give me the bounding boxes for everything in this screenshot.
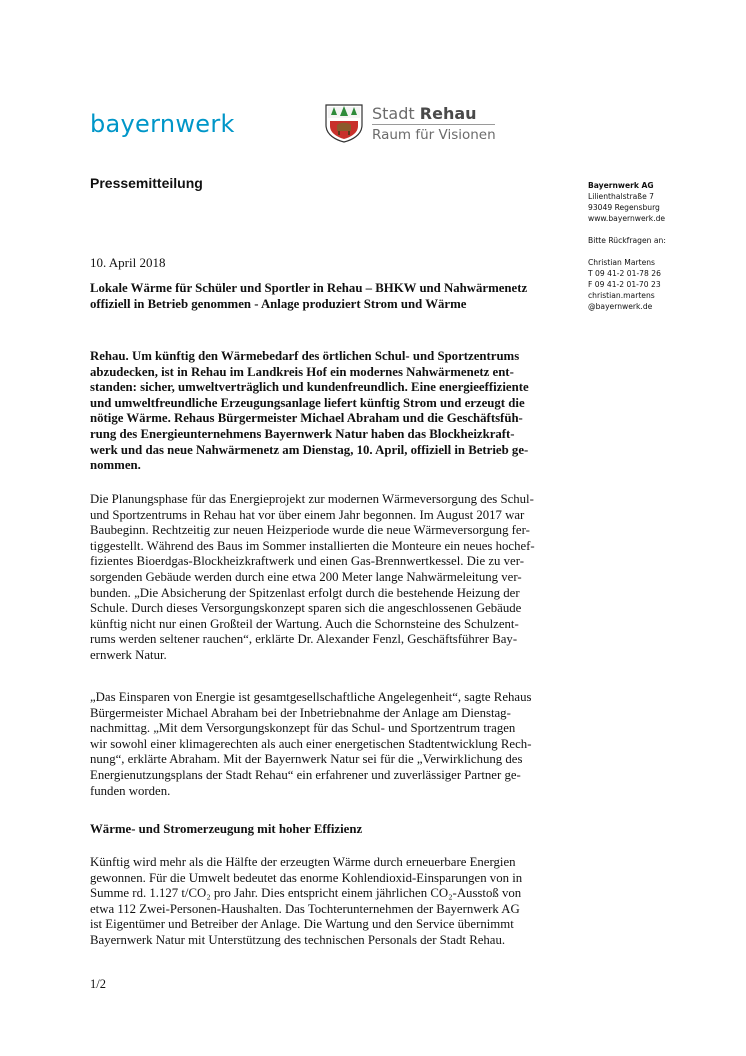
paragraph-line: künftig nicht nur einen Großteil der Wartung. Auch die Schornsteine des Schulzent-	[90, 616, 519, 631]
paragraph-line: rums werden seltener rauchen“, erklärte Dr. Alexander Fenzl, Geschäftsführer Bay-	[90, 632, 518, 647]
headline-line: offiziell in Betrieb genommen - Anlage produziert Strom und Wärme	[90, 297, 467, 311]
paragraph-line: etwa 112 Zwei-Personen-Haushalten. Das Tochterunternehmen der Bayernwerk AG	[90, 901, 520, 916]
paragraph-line: bunden. „Die Absicherung der Spitzenlast erfolgt durch die bestehende Heizung der	[90, 585, 520, 600]
lead-line: werk und das neue Nahwärmenetz am Dienstag, 10. April, offiziell in Betrieb ge-	[90, 442, 529, 457]
lead-line: standen: sicher, umweltverträglich und kundenfreundlich. Eine energieeffiziente	[90, 380, 529, 395]
lead-line: und umweltfreundliche Erzeugungsanlage liefert künftig Strom und erzeugt die	[90, 395, 525, 410]
document-type: Pressemitteilung	[90, 175, 203, 191]
stadt-logo-slogan: Raum für Visionen	[372, 127, 496, 143]
lead-line: nötige Wärme. Rehaus Bürgermeister Michael Abraham und die Geschäftsfüh-	[90, 411, 523, 426]
paragraph-line: ist Eigentümer und Betreiber der Anlage. Die Wartung und den Service übernimmt	[90, 917, 514, 932]
paragraph-line: nung“, erklärte Abraham. Mit der Bayernwerk Natur sei für die „Verwirklichung des	[90, 752, 523, 767]
paragraph-line: sorgenden Gebäude werden durch eine etwa 200 Meter lange Nahwärmeleitung ver-	[90, 569, 522, 584]
company-website[interactable]: www.bayernwerk.de	[588, 214, 666, 223]
headline-line: Lokale Wärme für Schüler und Sportler in Rehau – BHKW und Nahwärmenetz	[90, 281, 528, 295]
section-subheading: Wärme- und Stromerzeugung mit hoher Effizienz	[90, 822, 363, 836]
contact-name: Christian Martens	[588, 258, 656, 267]
contact-sidebar	[588, 180, 738, 312]
lead-line: Rehau. Um künftig den Wärmebedarf des örtlichen Schul- und Sportzentrums	[90, 349, 520, 363]
paragraph-line: Energienutzungsplans der Stadt Rehau“ ein erfahrener und zuverlässiger Partner ge-	[90, 767, 521, 782]
contact-phone: T 09 41-2 01-78 26	[588, 269, 661, 278]
page-number: 1/2	[90, 977, 106, 991]
paragraph-line: nachmittag. „Mit dem Versorgungskonzept für das Schul- und Sportzentrum tragen	[90, 721, 516, 736]
paragraph-line: Künftig wird mehr als die Hälfte der erzeugten Wärme durch erneuerbare Energien	[90, 855, 516, 869]
paragraph-line: Schule. Durch dieses Versorgungskonzept sparen sich die angeschlossenen Gebäude	[90, 601, 522, 616]
press-date: 10. April 2018	[90, 255, 166, 270]
lead-line: abzudecken, ist in Rehau im Landkreis Hof ein modernes Nahwärmenetz ent-	[90, 364, 514, 379]
contact-email[interactable]: christian.martens	[588, 291, 655, 300]
lead-line: nommen.	[90, 458, 141, 473]
paragraph-line: wir sowohl einer klimagerechten als auch einer energetischen Stadtentwicklung Rech-	[90, 736, 532, 751]
lead-line: rung des Energieunternehmens Bayernwerk Natur haben das Blockheizkraft-	[90, 426, 515, 441]
questions-label: Bitte Rückfragen an:	[588, 236, 666, 245]
paragraph-line: tiggestellt. Während des Baus im Sommer installierten die Monteure ein neues hochef-	[90, 538, 535, 553]
body-paragraph-2	[90, 690, 550, 799]
paragraph-line: und Sportzentrums in Rehau hat vor über einem Jahr begonnen. Im August 2017 war	[90, 507, 525, 522]
paragraph-line: ernwerk Natur.	[90, 647, 167, 662]
company-city: 93049 Regensburg	[588, 203, 660, 212]
body-paragraph-3	[90, 855, 550, 949]
paragraph-line: gewonnen. Für die Umwelt bedeutet das enorme Kohlendioxid-Einsparungen von in	[90, 870, 523, 885]
paragraph-line: Bürgermeister Michael Abraham bei der Inbetriebnahme der Anlage am Dienstag-	[90, 705, 511, 720]
paragraph-line: Die Planungsphase für das Energieprojekt zur modernen Wärmeversorgung des Schul-	[90, 492, 534, 506]
paragraph-line: Baubeginn. Rechtzeitig zur neuen Heizperiode wurde die neue Wärmeversorgung fer-	[90, 523, 530, 538]
rehau-coat-of-arms-icon	[322, 103, 366, 143]
paragraph-line: Bayernwerk Natur mit Unterstützung des technischen Personals der Stadt Rehau.	[90, 932, 506, 947]
contact-fax: F 09 41-2 01-70 23	[588, 280, 661, 289]
paragraph-line: Summe rd. 1.127 t/CO₂ pro Jahr. Dies entspricht einem jährlichen CO₂-Ausstoß von	[90, 886, 522, 901]
logo-divider	[372, 124, 495, 125]
paragraph-line: „Das Einsparen von Energie ist gesamtgesellschaftliche Angelegenheit“, sagte Rehaus	[90, 690, 532, 704]
company-name: Bayernwerk AG	[588, 181, 654, 190]
paragraph-line: funden worden.	[90, 783, 171, 798]
headline	[90, 280, 545, 312]
body-paragraph-1	[90, 492, 550, 664]
contact-email-domain[interactable]: @bayernwerk.de	[588, 302, 653, 311]
lead-paragraph	[90, 349, 550, 474]
company-street: Lilienthalstraße 7	[588, 192, 655, 201]
stadt-logo-title: Stadt Rehau	[372, 104, 477, 123]
bayernwerk-logo: bayernwerk	[90, 110, 235, 138]
paragraph-line: fizientes Bioerdgas-Blockheizkraftwerk und einen Gas-Brennwertkessel. Die zu ver-	[90, 554, 524, 569]
